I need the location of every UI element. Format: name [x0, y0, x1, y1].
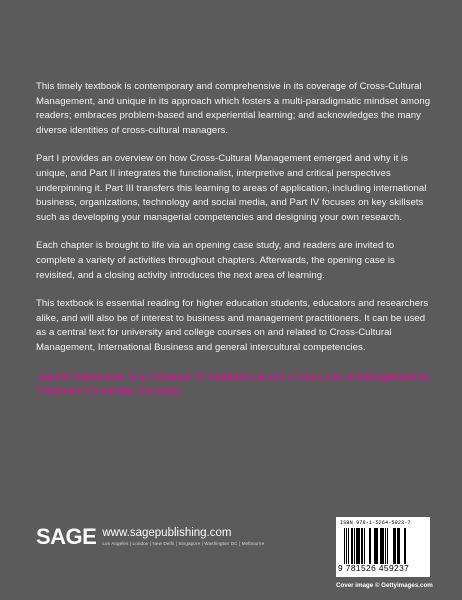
author-bio: Jasmin Mahadevan is a Professor of International and Cross-Cultural Management at Pforzheim University, Germany.: [36, 370, 428, 397]
barcode-bar: [406, 528, 407, 564]
isbn-barcode: [336, 517, 430, 577]
blurb-text: [36, 80, 436, 413]
sage-logo-mark: SAGE: [36, 524, 97, 549]
blurb-paragraph: Part I provides an overview on how Cross-Cultural Management emerged and why it is unique, and Part II integrates the functionalist, interpretive and critical perspectives underpinning it. Part III transfers this learning to areas of application, including international business, organizations, technology and social media, and Part IV focuses on key skillsets such as developing your managerial competencies and designing your own research.: [36, 153, 427, 223]
publisher-cities: Los Angeles | London | New Delhi | Singapore | Washington DC | Melbourne: [102, 541, 265, 546]
barcode-digits: 9 781526 459237: [338, 563, 410, 573]
isbn-label: ISBN 978-1-5264-5923-7: [340, 520, 411, 526]
blurb-paragraph: This timely textbook is contemporary and comprehensive in its coverage of Cross-Cultural Management, and unique in its approach which fosters a multi-paradigmatic mindset among readers; embraces problem-based and experiential learning; and acknowledges the many diverse identities of cross-cultural managers.: [36, 81, 431, 136]
blurb-paragraph: This textbook is essential reading for higher education students, educators and researchers alike, and will also be of interest to business and management practitioners. It can be used as a central text for university and college courses on and related to Cross-Cultural Management, International Business and general intercultural competencies.: [36, 298, 429, 353]
cover-image-credit: Cover image © Gettyimages.com: [336, 582, 433, 589]
barcode-bars: [344, 528, 426, 564]
publisher-url: www.sagepublishing.com: [102, 527, 232, 539]
publisher-logo: [36, 526, 264, 548]
blurb-paragraph: Each chapter is brought to life via an opening case study, and readers are invited to complete a variety of activities throughout chapters. Afterwards, the opening case is revisited, and a closing activity introduces the next area of learning.: [36, 240, 395, 281]
